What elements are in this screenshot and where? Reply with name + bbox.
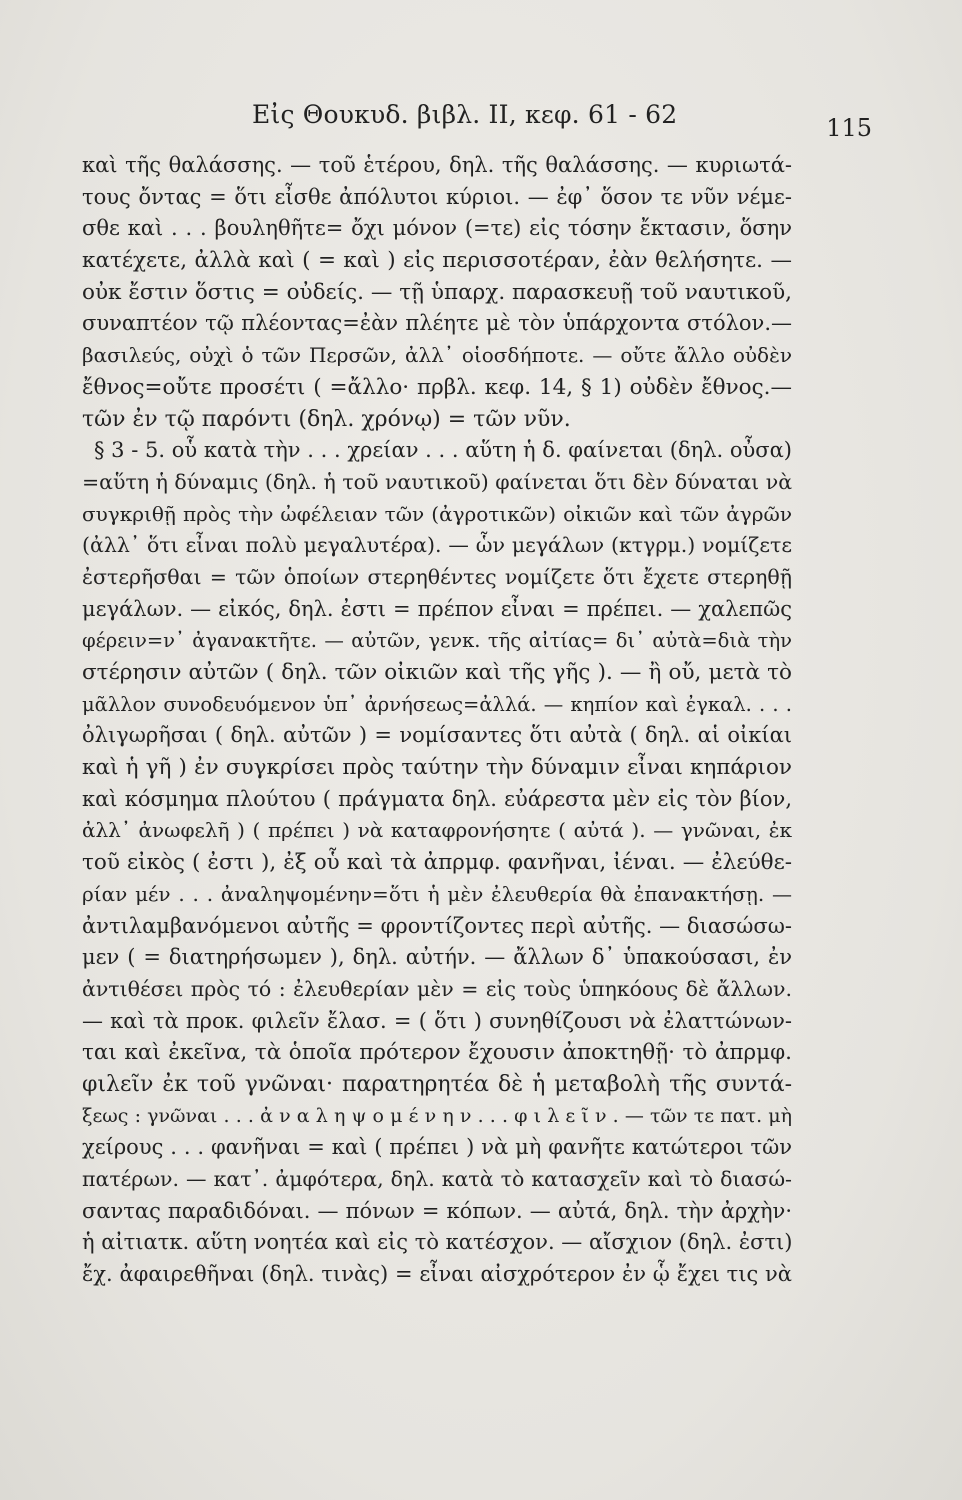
text-line: ρίαν μέν . . . ἀναληψομένην=ὅτι ἡ μὲν ἐλευθερία θὰ ἐπανακτήσῃ. — — [82, 881, 792, 906]
commentary-text — [82, 150, 792, 1291]
text-line: καὶ τῆς θαλάσσης. — τοῦ ἑτέρου, δηλ. τῆς θαλάσσης. — κυριωτά- — [82, 153, 792, 177]
text-line: οὐκ ἔστιν ὅστις = οὐδείς. — τῇ ὑπαρχ. παρασκευῇ τοῦ ναυτικοῦ, — [82, 279, 792, 305]
text-line: στέρησιν αὐτῶν ( δηλ. τῶν οἰκιῶν καὶ τῆς γῆς ). — ἢ οὔ, μετὰ τὸ — [82, 660, 792, 685]
text-line: σαντας παραδιδόναι. — πόνων = κόπων. — αὐτά, δηλ. τὴν ἀρχὴν· — [82, 1198, 792, 1223]
text-line: συναπτέον τῷ πλέοντας=ἐὰν πλέητε μὲ τὸν ὑπάρχοντα στόλον.— — [82, 311, 792, 336]
text-line: ἔχ. ἀφαιρεθῆναι (δηλ. τινὰς) = εἶναι αἰσχρότερον ἐν ᾧ ἔχει τις νὰ — [82, 1262, 792, 1287]
text-line: ὀλιγωρῆσαι ( δηλ. αὐτῶν ) = νομίσαντες ὅτι αὐτὰ ( δηλ. αἱ οἰκίαι — [82, 723, 792, 748]
text-line: ἐστερῆσθαι = τῶν ὁποίων στερηθέντες νομίζετε ὅτι ἔχετε στερηθῇ — [82, 564, 792, 589]
text-line: — καὶ τὰ προκ. φιλεῖν ἔλασ. = ( ὅτι ) συνηθίζουσι νὰ ἐλαττώνων- — [82, 1008, 792, 1033]
text-line: σθε καὶ . . . βουληθῆτε= ὄχι μόνον (=τε) εἰς τόσην ἔκτασιν, ὅσην — [82, 216, 792, 241]
text-line: καὶ ἡ γῆ ) ἐν συγκρίσει πρὸς ταύτην τὴν δύναμιν εἶναι κηπάριον — [82, 755, 792, 781]
text-line: μᾶλλον συνοδευόμενον ὑπ᾿ ἀρνήσεως=ἀλλά. — κηπίον καὶ ἐγκαλ. . . . — [82, 692, 792, 716]
text-line: (ἀλλ᾿ ὅτι εἶναι πολὺ μεγαλυτέρα). — ὧν μεγάλων (κτγρμ.) νομίζετε — [82, 533, 792, 558]
text-line: φιλεῖν ἐκ τοῦ γνῶναι· παρατηρητέα δὲ ἡ μεταβολὴ τῆς συντά- — [82, 1071, 792, 1097]
text-line: μεν ( = διατηρήσωμεν ), δηλ. αὐτήν. — ἄλλων δ᾿ ὑπακούσασι, ἐν — [82, 945, 792, 970]
text-line: ἡ αἰτιατκ. αὕτη νοητέα καὶ εἰς τὸ κατέσχον. — αἴσχιον (δηλ. ἐστι) — [82, 1230, 792, 1255]
text-line: ἔθνος=οὔτε προσέτι ( =ἄλλο· πρβλ. κεφ. 14, § 1) οὐδὲν ἔθνος.— — [82, 374, 792, 400]
page-header — [82, 100, 872, 142]
text-line: ξεως : γνῶναι . . . ἀ ν α λ η ψ ο μ έ ν η ν . . . φ ι λ ε ῖ ν . — τῶν τε πατ. μὴ — [82, 1104, 792, 1127]
page-number: 115 — [826, 114, 872, 142]
text-line: ἀντιθέσει πρὸς τό : ἐλευθερίαν μὲν = εἰς τοὺς ὑπηκόους δὲ ἄλλων. — [82, 976, 792, 1001]
running-title: Εἰς Θουκυδ. βιβλ. II, κεφ. 61 - 62 — [252, 100, 678, 129]
text-line: τοῦ εἰκὸς ( ἐστι ), ἐξ οὗ καὶ τὰ ἀπρμφ. φανῆναι, ἰέναι. — ἐλεύθε- — [82, 850, 792, 876]
text-line: =αὕτη ἡ δύναμις (δηλ. ἡ τοῦ ναυτικοῦ) φαίνεται ὅτι δὲν δύναται νὰ — [82, 469, 792, 494]
text-line: καὶ κόσμημα πλούτου ( πράγματα δηλ. εὐάρεστα μὲν εἰς τὸν βίον, — [82, 786, 792, 811]
text-line: § 3 - 5. οὗ κατὰ τὴν . . . χρείαν . . . αὕτη ἡ δ. φαίνεται (δηλ. οὖσα) — [94, 438, 792, 463]
text-line: κατέχετε, ἀλλὰ καὶ ( = καὶ ) εἰς περισσοτέραν, ἐὰν θελήσητε. — — [82, 248, 792, 274]
text-line: τῶν ἐν τῷ παρόντι (δηλ. χρόνῳ) = τῶν νῦν. — [82, 406, 571, 432]
text-line: πατέρων. — κατ᾿. ἀμφότερα, δηλ. κατὰ τὸ κατασχεῖν καὶ τὸ διασώ- — [82, 1167, 792, 1191]
text-line: χείρους . . . φανῆναι = καὶ ( πρέπει ) νὰ μὴ φανῆτε κατώτεροι τῶν — [82, 1135, 792, 1160]
text-line: ἀντιλαμβανόμενοι αὐτῆς = φροντίζοντες περὶ αὐτῆς. — διασώσω- — [82, 913, 792, 938]
text-line: τους ὄντας = ὅτι εἶσθε ἀπόλυτοι κύριοι. — ἐφ᾿ ὅσον τε νῦν νέμε- — [82, 184, 792, 209]
text-line: ται καὶ ἐκεῖνα, τὰ ὁποῖα πρότερον ἔχουσιν ἀποκτηθῇ· τὸ ἀπρμφ. — [82, 1040, 792, 1066]
text-line: βασιλεύς, οὐχὶ ὁ τῶν Περσῶν, ἀλλ᾿ οἱοσδήποτε. — οὔτε ἄλλο οὐδὲν — [82, 343, 792, 368]
text-line: φέρειν=ν᾿ ἀγανακτῆτε. — αὐτῶν, γενκ. τῆς αἰτίας= δι᾿ αὐτὰ=διὰ τὴν — [82, 629, 792, 653]
text-line: συγκριθῇ πρὸς τὴν ὠφέλειαν τῶν (ἀγροτικῶν) οἰκιῶν καὶ τῶν ἀγρῶν — [82, 501, 792, 526]
text-line: μεγάλων. — εἰκός, δηλ. ἐστι = πρέπον εἶναι = πρέπει. — χαλεπῶς — [82, 596, 792, 621]
text-line: ἀλλ᾿ ἀνωφελῆ ) ( πρέπει ) νὰ καταφρονήσητε ( αὐτά ). — γνῶναι, ἐκ — [82, 818, 792, 843]
